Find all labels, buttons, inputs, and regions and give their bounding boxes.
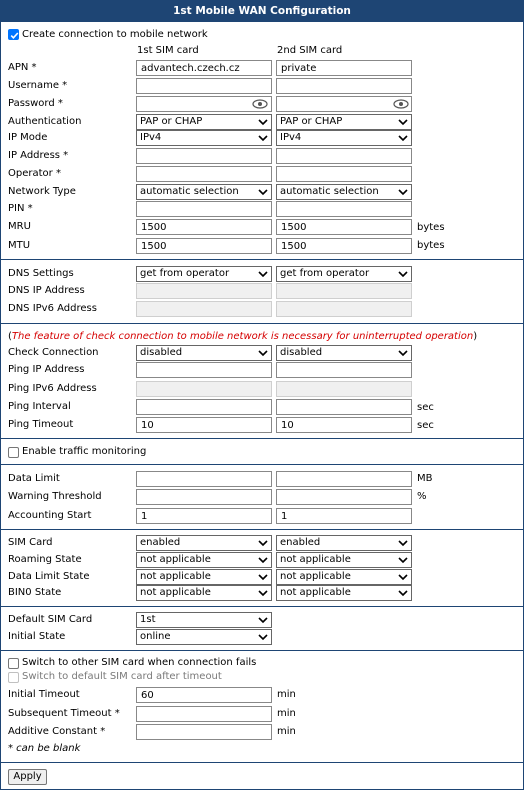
mru-input-sim1[interactable] <box>136 219 272 235</box>
initial-state-label: Initial State <box>8 631 66 642</box>
sim-card-select-sim1[interactable] <box>136 535 272 551</box>
additive-constant-input[interactable] <box>136 724 272 740</box>
data-limit-state-label: Data Limit State <box>8 571 90 582</box>
chevron-down-icon <box>258 134 268 142</box>
operator-input-sim2[interactable] <box>276 166 412 182</box>
check-connection-label: Check Connection <box>8 347 99 358</box>
accounting-start-input-sim2[interactable] <box>276 508 412 524</box>
network-type-label: Network Type <box>8 186 76 197</box>
bin0-state-value-sim1: not applicable <box>140 587 211 598</box>
switch-on-fail-checkbox[interactable] <box>8 658 19 669</box>
check-connection-select-sim1[interactable] <box>136 345 272 361</box>
show-password-icon-sim2[interactable] <box>393 99 409 109</box>
switch-on-fail-label: Switch to other SIM card when connection fails <box>22 657 257 668</box>
chevron-down-icon <box>258 539 268 547</box>
initial-timeout-label: Initial Timeout <box>8 689 80 700</box>
column-header-sim1: 1st SIM card <box>137 45 199 56</box>
mtu-input-sim1[interactable] <box>136 238 272 254</box>
check-connection-value-sim2: disabled <box>280 347 323 358</box>
show-password-icon-sim1[interactable] <box>252 99 268 109</box>
data-limit-state-select-sim2[interactable] <box>276 569 412 585</box>
authentication-value-sim2: PAP or CHAP <box>280 116 343 127</box>
ping-interval-unit: sec <box>417 402 434 413</box>
pin-input-sim2[interactable] <box>276 201 412 217</box>
bin0-state-value-sim2: not applicable <box>280 587 351 598</box>
chevron-down-icon <box>398 539 408 547</box>
sim-card-select-sim2[interactable] <box>276 535 412 551</box>
initial-state-value: online <box>140 631 171 642</box>
divider <box>1 464 523 465</box>
dns-settings-label: DNS Settings <box>8 268 74 279</box>
note-open-paren: ( <box>8 331 12 342</box>
dns-ipv6-input-sim2 <box>276 301 412 317</box>
dns-settings-value-sim1: get from operator <box>140 268 230 279</box>
ping-timeout-input-sim2[interactable] <box>276 417 412 433</box>
pin-input-sim1[interactable] <box>136 201 272 217</box>
roaming-state-select-sim1[interactable] <box>136 552 272 568</box>
apn-input-sim2[interactable] <box>276 60 412 76</box>
dns-ip-input-sim2 <box>276 283 412 299</box>
username-input-sim1[interactable] <box>136 78 272 94</box>
ip-address-label: IP Address * <box>8 150 69 161</box>
ping-ip-input-sim2[interactable] <box>276 362 412 378</box>
roaming-state-select-sim2[interactable] <box>276 552 412 568</box>
sim-card-label: SIM Card <box>8 537 53 548</box>
chevron-down-icon <box>258 589 268 597</box>
ping-interval-input-sim2[interactable] <box>276 399 412 415</box>
network-type-value-sim2: automatic selection <box>280 186 379 197</box>
divider <box>1 650 523 651</box>
check-connection-select-sim2[interactable] <box>276 345 412 361</box>
mru-label: MRU <box>8 221 31 232</box>
chevron-down-icon <box>258 616 268 624</box>
warning-threshold-unit: % <box>417 491 427 502</box>
initial-timeout-unit: min <box>277 689 296 700</box>
additive-constant-label: Additive Constant * <box>8 726 106 737</box>
divider <box>1 606 523 607</box>
default-sim-select[interactable] <box>136 612 272 628</box>
authentication-label: Authentication <box>8 116 82 127</box>
data-limit-state-select-sim1[interactable] <box>136 569 272 585</box>
create-connection-checkbox[interactable] <box>8 29 19 40</box>
dns-settings-select-sim1[interactable] <box>136 266 272 282</box>
panel-title: 1st Mobile WAN Configuration <box>1 1 523 22</box>
check-connection-value-sim1: disabled <box>140 347 183 358</box>
pin-label: PIN * <box>8 203 33 214</box>
note-text: The feature of check connection to mobile network is necessary for uninterrupted operation <box>11 331 474 342</box>
apn-input-sim1[interactable] <box>136 60 272 76</box>
data-limit-label: Data Limit <box>8 473 60 484</box>
sim-card-value-sim2: enabled <box>280 537 321 548</box>
check-icon <box>9 30 20 41</box>
data-limit-state-value-sim2: not applicable <box>280 571 351 582</box>
chevron-down-icon <box>398 134 408 142</box>
dns-ip-label: DNS IP Address <box>8 285 85 296</box>
ip-mode-value-sim1: IPv4 <box>140 132 162 143</box>
mtu-input-sim2[interactable] <box>276 238 412 254</box>
bin0-state-select-sim2[interactable] <box>276 585 412 601</box>
data-limit-state-value-sim1: not applicable <box>140 571 211 582</box>
mru-input-sim2[interactable] <box>276 219 412 235</box>
chevron-down-icon <box>258 188 268 196</box>
ping-timeout-unit: sec <box>417 420 434 431</box>
roaming-state-value-sim2: not applicable <box>280 554 351 565</box>
dns-settings-value-sim2: get from operator <box>280 268 370 279</box>
additive-constant-unit: min <box>277 726 296 737</box>
ip-mode-select-sim2[interactable] <box>276 130 412 146</box>
warning-threshold-input-sim1[interactable] <box>136 489 272 505</box>
sim-card-value-sim1: enabled <box>140 537 181 548</box>
mtu-unit: bytes <box>417 240 445 251</box>
ping-ipv6-input-sim2 <box>276 381 412 397</box>
bin0-state-select-sim1[interactable] <box>136 585 272 601</box>
initial-state-select[interactable] <box>136 629 272 645</box>
username-label: Username * <box>8 80 68 91</box>
accounting-start-label: Accounting Start <box>8 510 92 521</box>
apply-button[interactable]: Apply <box>8 769 47 785</box>
data-limit-input-sim1[interactable] <box>136 471 272 487</box>
dns-settings-select-sim2[interactable] <box>276 266 412 282</box>
mru-unit: bytes <box>417 222 445 233</box>
traffic-monitoring-label: Enable traffic monitoring <box>22 446 147 457</box>
ping-ip-label: Ping IP Address <box>8 364 85 375</box>
chevron-down-icon <box>258 349 268 357</box>
divider <box>1 762 523 763</box>
check-connection-note <box>8 330 477 344</box>
note-close-paren: ) <box>473 331 478 342</box>
switch-to-default-checkbox[interactable] <box>8 672 19 683</box>
ping-timeout-input-sim1[interactable] <box>136 417 272 433</box>
chevron-down-icon <box>258 270 268 278</box>
chevron-down-icon <box>258 633 268 641</box>
ip-mode-label: IP Mode <box>8 132 48 143</box>
data-limit-unit: MB <box>417 473 433 484</box>
chevron-down-icon <box>258 556 268 564</box>
blank-note: * can be blank <box>8 743 81 754</box>
dns-ipv6-input-sim1 <box>136 301 272 317</box>
warning-threshold-label: Warning Threshold <box>8 491 102 502</box>
divider <box>1 529 523 530</box>
chevron-down-icon <box>398 349 408 357</box>
divider <box>1 438 523 439</box>
subsequent-timeout-unit: min <box>277 708 296 719</box>
ping-interval-label: Ping Interval <box>8 401 71 412</box>
ping-interval-input-sim1[interactable] <box>136 399 272 415</box>
create-connection-label: Create connection to mobile network <box>22 29 208 40</box>
chevron-down-icon <box>398 270 408 278</box>
apn-label: APN * <box>8 62 37 73</box>
ip-address-input-sim1[interactable] <box>136 148 272 164</box>
dns-ipv6-label: DNS IPv6 Address <box>8 303 97 314</box>
authentication-value-sim1: PAP or CHAP <box>140 116 203 127</box>
chevron-down-icon <box>398 188 408 196</box>
dns-ip-input-sim1 <box>136 283 272 299</box>
mtu-label: MTU <box>8 240 31 251</box>
operator-label: Operator * <box>8 168 61 179</box>
ip-mode-select-sim1[interactable] <box>136 130 272 146</box>
ping-ipv6-input-sim1 <box>136 381 272 397</box>
network-type-value-sim1: automatic selection <box>140 186 239 197</box>
divider <box>1 323 523 324</box>
traffic-monitoring-checkbox[interactable] <box>8 447 19 458</box>
chevron-down-icon <box>258 573 268 581</box>
ip-mode-value-sim2: IPv4 <box>280 132 302 143</box>
ping-timeout-label: Ping Timeout <box>8 419 74 430</box>
network-type-select-sim2[interactable] <box>276 184 412 200</box>
roaming-state-value-sim1: not applicable <box>140 554 211 565</box>
network-type-select-sim1[interactable] <box>136 184 272 200</box>
chevron-down-icon <box>398 573 408 581</box>
chevron-down-icon <box>398 118 408 126</box>
ip-address-input-sim2[interactable] <box>276 148 412 164</box>
chevron-down-icon <box>258 118 268 126</box>
ping-ipv6-label: Ping IPv6 Address <box>8 383 97 394</box>
username-input-sim2[interactable] <box>276 78 412 94</box>
bin0-state-label: BIN0 State <box>8 587 62 598</box>
warning-threshold-input-sim2[interactable] <box>276 489 412 505</box>
initial-timeout-input[interactable] <box>136 687 272 703</box>
column-header-sim2: 2nd SIM card <box>277 45 343 56</box>
chevron-down-icon <box>398 589 408 597</box>
default-sim-label: Default SIM Card <box>8 614 93 625</box>
subsequent-timeout-input[interactable] <box>136 706 272 722</box>
data-limit-input-sim2[interactable] <box>276 471 412 487</box>
operator-input-sim1[interactable] <box>136 166 272 182</box>
switch-to-default-label: Switch to default SIM card after timeout <box>22 671 222 682</box>
roaming-state-label: Roaming State <box>8 554 82 565</box>
ping-ip-input-sim1[interactable] <box>136 362 272 378</box>
subsequent-timeout-label: Subsequent Timeout * <box>8 708 120 719</box>
default-sim-value: 1st <box>140 614 156 625</box>
authentication-select-sim2[interactable] <box>276 114 412 130</box>
authentication-select-sim1[interactable] <box>136 114 272 130</box>
divider <box>1 259 523 260</box>
chevron-down-icon <box>398 556 408 564</box>
password-input-sim2[interactable] <box>276 96 412 112</box>
password-label: Password * <box>8 98 63 109</box>
accounting-start-input-sim1[interactable] <box>136 508 272 524</box>
